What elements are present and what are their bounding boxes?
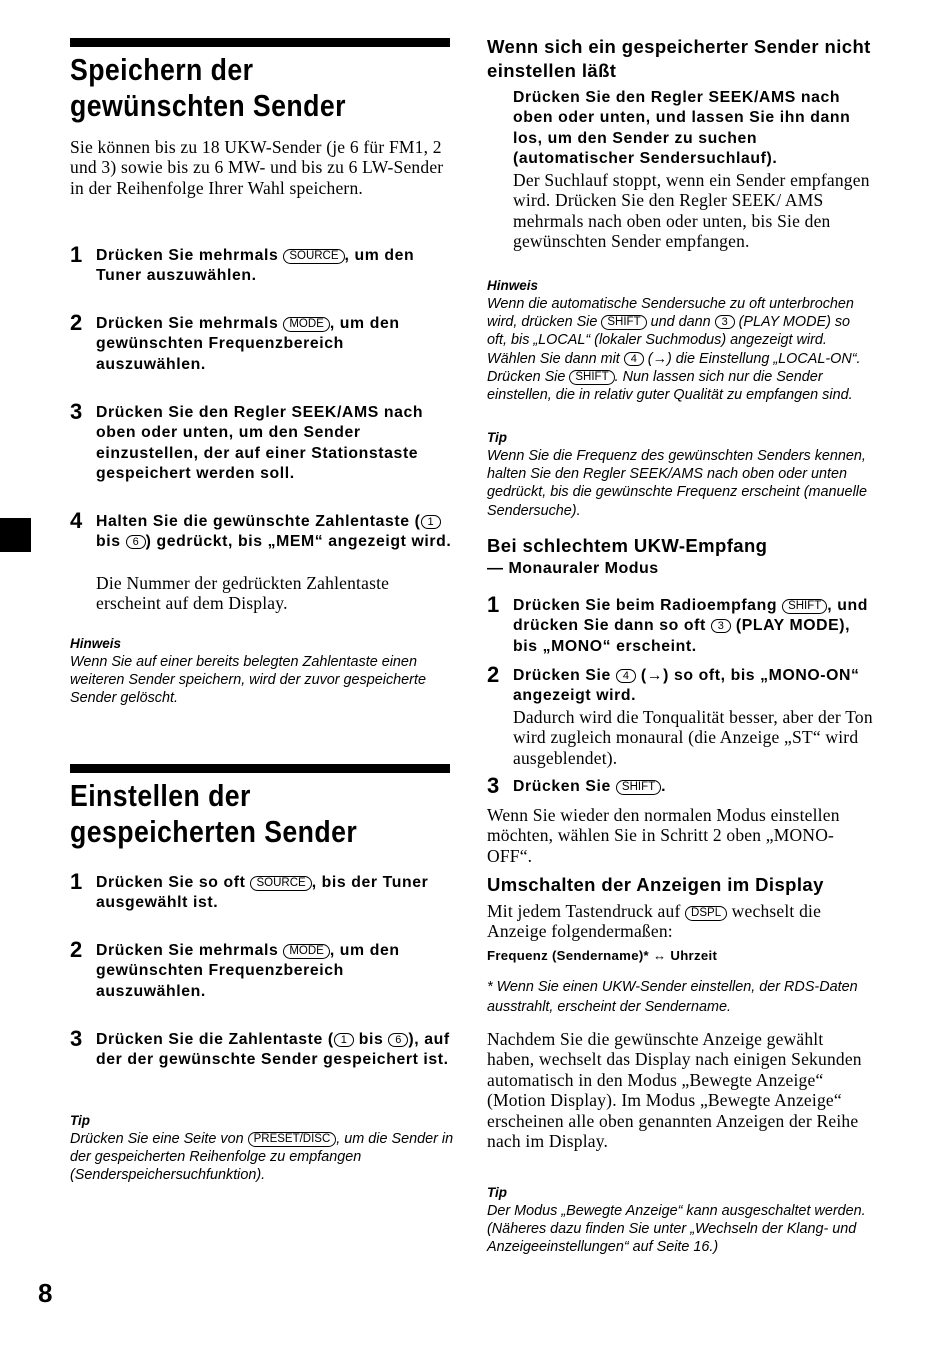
note-label: Hinweis [70,636,122,651]
shift-key: SHIFT [782,599,827,614]
preset-disc-key: PRESET/DISC [248,1132,337,1147]
double-arrow-icon: ↔ [648,948,671,963]
dspl-key: DSPL [685,906,727,921]
page-number: 8 [38,1278,53,1308]
tip-label: Tip [487,1185,507,1200]
mode-key: MODE [283,944,330,959]
number-key-1: 1 [334,1033,354,1047]
number-key-6: 6 [388,1033,408,1047]
shift-key: SHIFT [601,315,646,330]
display-sequence: Frequenz (Sendername)* ↔ Uhrzeit [487,948,718,963]
mode-key: MODE [283,317,330,332]
note-label: Hinweis [487,278,539,293]
number-key-3: 3 [715,315,735,329]
instruction-bold: Drücken Sie den Regler SEEK/AMS nach oben oder unten, und lassen Sie ihn dann los, um den Sender zu suchen (automatischer Sendersuchlauf). [513,89,851,168]
shift-key: SHIFT [616,780,661,795]
intro-text: Sie können bis zu 18 UKW-Sender (je 6 für FM1, 2 und 3) sowie bis zu 6 MW- und bis zu 6 LW-Sender in der Reihenfolge Ihrer Wahl speichern. [70,137,444,198]
section-title-einstellen: Einstellen der gespeicherten Sender [70,778,358,849]
tip-text: Drücken Sie eine Seite von PRESET/DISC , um die Sender in der gespeicherten Reihenfolge zu empfangen (Senderspeichersuchfunktion). [70,1131,454,1184]
shift-key: SHIFT [569,370,614,385]
number-key-4: 4 [624,352,644,366]
tip-text: Wenn Sie die Frequenz des gewünschten Senders kennen, halten Sie den Regler SEEK/AMS nach oben oder unten gedrückt, bis die gewünschte Frequenz erscheint (manuelle Sendersuche). [487,448,867,519]
section-tab-marker [0,518,31,552]
subheading-monaural: — Monauraler Modus [487,560,659,577]
heading-schlechter-empfang: Bei schlechtem UKW-Empfang [487,535,768,556]
tip-text: Der Modus „Bewegte Anzeige“ kann ausgeschaltet werden. (Näheres dazu finden Sie unter „Wechseln der Klang- und Anzeigeeinstellungen“ auf Seite 16.) [487,1203,866,1256]
section-rule [70,764,450,773]
section-title-speichern: Speichern der gewünschten Sender [70,52,346,123]
note-text: Wenn Sie auf einer bereits belegten Zahlentaste einen weiteren Sender speichern, wird der zuvor gespeicherte Sender gelöscht. [70,654,426,707]
number-key-3: 3 [711,619,731,633]
section-rule [70,38,450,47]
note-text: Wenn die automatische Sendersuche zu oft unterbrochen wird, drücken Sie SHIFT und dann 3 (PLAY MODE) so oft, bis „LOCAL“ (lokaler Suchmodus) angezeigt wird. Wählen Sie dann mit 4 (→) die Einstellung „LOCAL-ON“. Drücken Sie SHIFT . Nun lassen sich nur die Sender einstellen, die in relativ guter Qualität zu empfangen sind. [487,296,861,404]
number-key-1: 1 [421,515,441,529]
dspl-intro: Mit jedem Tastendruck auf DSPL wechselt die Anzeige folgendermaßen: [487,901,822,942]
source-key: SOURCE [283,249,344,264]
search-description: Der Suchlauf stoppt, wenn ein Sender empfangen wird. Drücken Sie den Regler SEEK/ AMS mehrmals nach oben oder unten, bis Sie den gewünschten Sender empfangen. [513,170,870,252]
tip-label: Tip [487,430,507,445]
heading-anzeigen-umschalten: Umschalten der Anzeigen im Display [487,874,824,895]
source-key: SOURCE [250,876,311,891]
footnote: * Wenn Sie einen UKW-Sender einstellen, der RDS-Daten ausstrahlt, erscheint der Sendername. [487,979,858,1015]
number-key-6: 6 [126,535,146,549]
motion-display-text: Nachdem Sie die gewünschte Anzeige gewählt haben, wechselt das Display nach einigen Sekunden automatisch in den Modus „Bewegte Anzeige“ (Motion Display). Im Modus „Bewegte Anzeige“ erscheinen alle oben genannten Anzeigen der Reihe nach im Display. [487,1029,862,1152]
heading-sender-nicht-einstellen: Wenn sich ein gespeicherter Sender nicht einstellen läßt [487,36,871,81]
mono-off-text: Wenn Sie wieder den normalen Modus einstellen möchten, wählen Sie in Schritt 2 oben „MONO-OFF“. [487,805,840,866]
tip-label: Tip [70,1113,90,1128]
number-key-4: 4 [616,669,636,683]
